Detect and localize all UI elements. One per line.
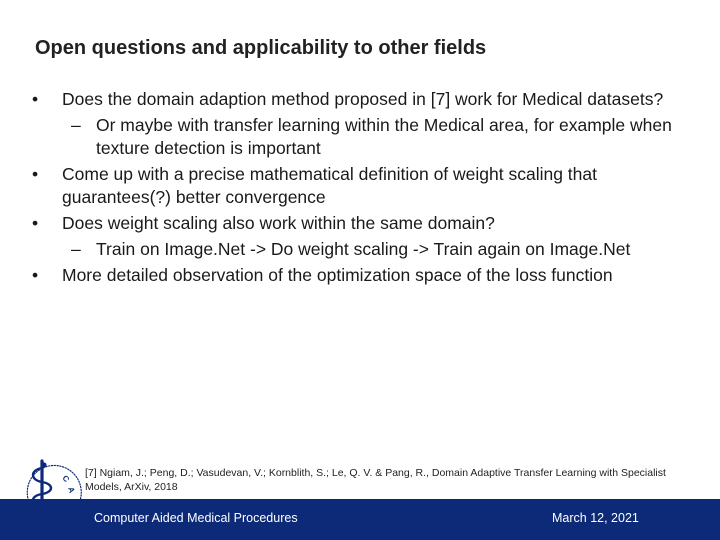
bullet-item (30, 88, 690, 111)
bullet-item (30, 264, 690, 287)
footer-date: March 12, 2021 (552, 511, 639, 525)
sub-bullet-item (30, 238, 690, 261)
bullet-text: Does the domain adaption method proposed in [7] work for Medical datasets? (62, 89, 664, 109)
bullet-item (30, 163, 690, 209)
bullet-item (30, 212, 690, 235)
sub-bullet-item (30, 114, 690, 160)
slide-title: Open questions and applicability to other fields (35, 37, 487, 59)
bullet-marker: • (32, 213, 39, 233)
sub-bullet-marker: – (71, 115, 81, 135)
sub-bullet-text: Train on Image.Net -> Do weight scaling -> Train again on Image.Net (96, 239, 631, 259)
footer-organization: Computer Aided Medical Procedures (94, 511, 298, 525)
bullet-text: Does weight scaling also work within the same domain? (62, 213, 495, 233)
bullet-marker: • (32, 164, 39, 184)
bullet-list (30, 88, 690, 290)
footer-bar (0, 499, 720, 540)
bullet-text: More detailed observation of the optimization space of the loss function (62, 265, 613, 285)
bullet-text: Come up with a precise mathematical definition of weight scaling that guarantees(?) better convergence (62, 164, 597, 207)
sub-bullet-marker: – (71, 239, 81, 259)
sub-bullet-text: Or maybe with transfer learning within the Medical area, for example when texture detection is important (96, 115, 672, 158)
reference-citation: [7] Ngiam, J.; Peng, D.; Vasudevan, V.; Kornblith, S.; Le, Q. V. & Pang, R., Domain Adaptive Transfer Learning with Specialist Models, ArXiv, 2018 (85, 467, 666, 493)
bullet-marker: • (32, 265, 39, 285)
bullet-marker: • (32, 89, 39, 109)
logo-letter: C (60, 473, 72, 484)
logo-letter: A (66, 485, 77, 495)
